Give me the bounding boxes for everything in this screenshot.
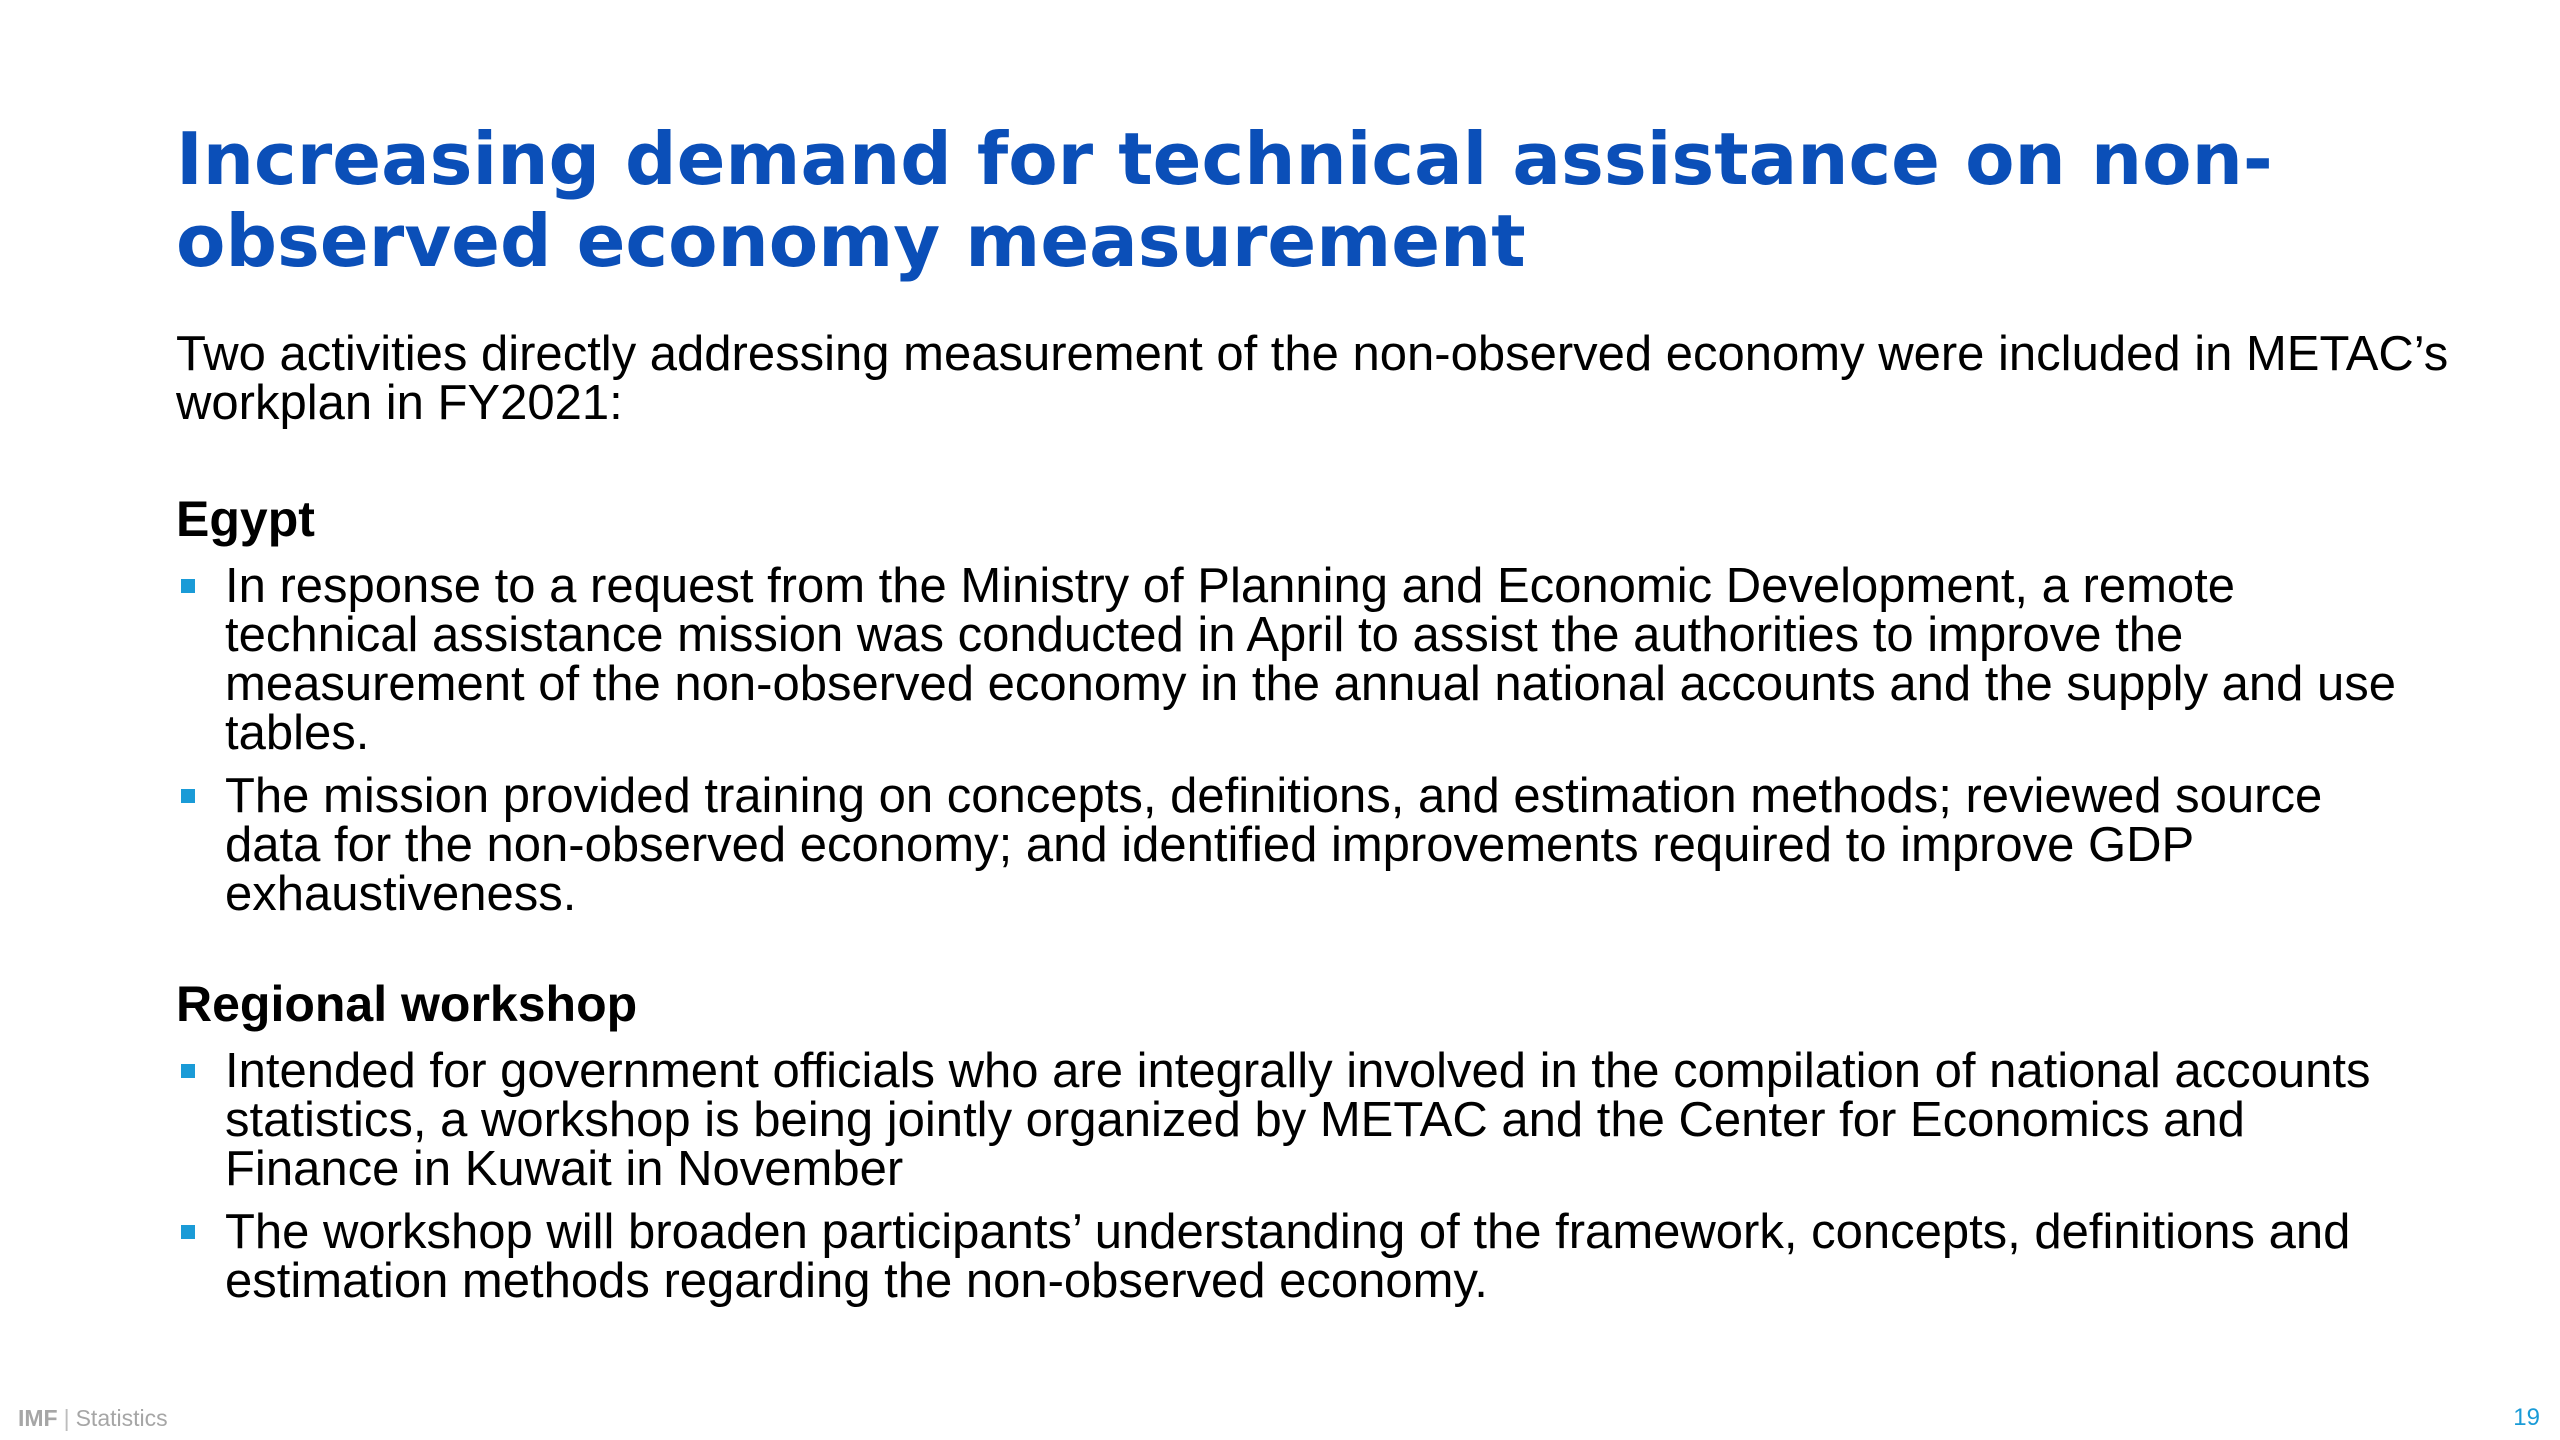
imf-logo-text: IMF	[18, 1405, 58, 1431]
square-bullet-icon	[181, 1225, 195, 1239]
square-bullet-icon	[181, 789, 195, 803]
section-heading: Egypt	[176, 491, 315, 547]
section-regional-workshop	[176, 975, 2416, 1320]
intro-paragraph: Two activities directly addressing measurement of the non-observed economy were included in METAC’s workplan in FY2021:	[176, 327, 2449, 430]
section-heading: Regional workshop	[176, 976, 638, 1032]
bullet-item	[176, 769, 2416, 921]
footer-branding	[18, 1404, 168, 1432]
page-number: 19	[2513, 1404, 2540, 1431]
footer-separator: |	[63, 1405, 70, 1431]
bullet-item	[176, 559, 2416, 760]
bullet-text: Intended for government officials who are integrally involved in the compilation of national accounts statistics, a workshop is being jointly organized by METAC and the Center for Economics and Finance in Kuwait in November	[225, 1044, 2371, 1196]
square-bullet-icon	[181, 579, 195, 593]
bullet-text: The mission provided training on concepts, definitions, and estimation methods; reviewed source data for the non-observed economy; and identified improvements required to improve GDP exhaustiveness.	[225, 769, 2323, 921]
section-egypt	[176, 490, 2416, 933]
slide-title: Increasing demand for technical assistance on non-observed economy measurement	[176, 117, 2273, 283]
bullet-item	[176, 1205, 2416, 1308]
square-bullet-icon	[181, 1064, 195, 1078]
bullet-list	[176, 559, 2416, 921]
footer-department: Statistics	[75, 1405, 168, 1431]
bullet-text: The workshop will broaden participants’ understanding of the framework, concepts, definitions and estimation methods regarding the non-observed economy.	[225, 1205, 2351, 1308]
bullet-text: In response to a request from the Ministry of Planning and Economic Development, a remote technical assistance mission was conducted in April to assist the authorities to improve the measurement of the non-observed economy in the annual national accounts and the supply and use tables.	[225, 559, 2397, 760]
bullet-item	[176, 1044, 2416, 1196]
bullet-list	[176, 1044, 2416, 1308]
